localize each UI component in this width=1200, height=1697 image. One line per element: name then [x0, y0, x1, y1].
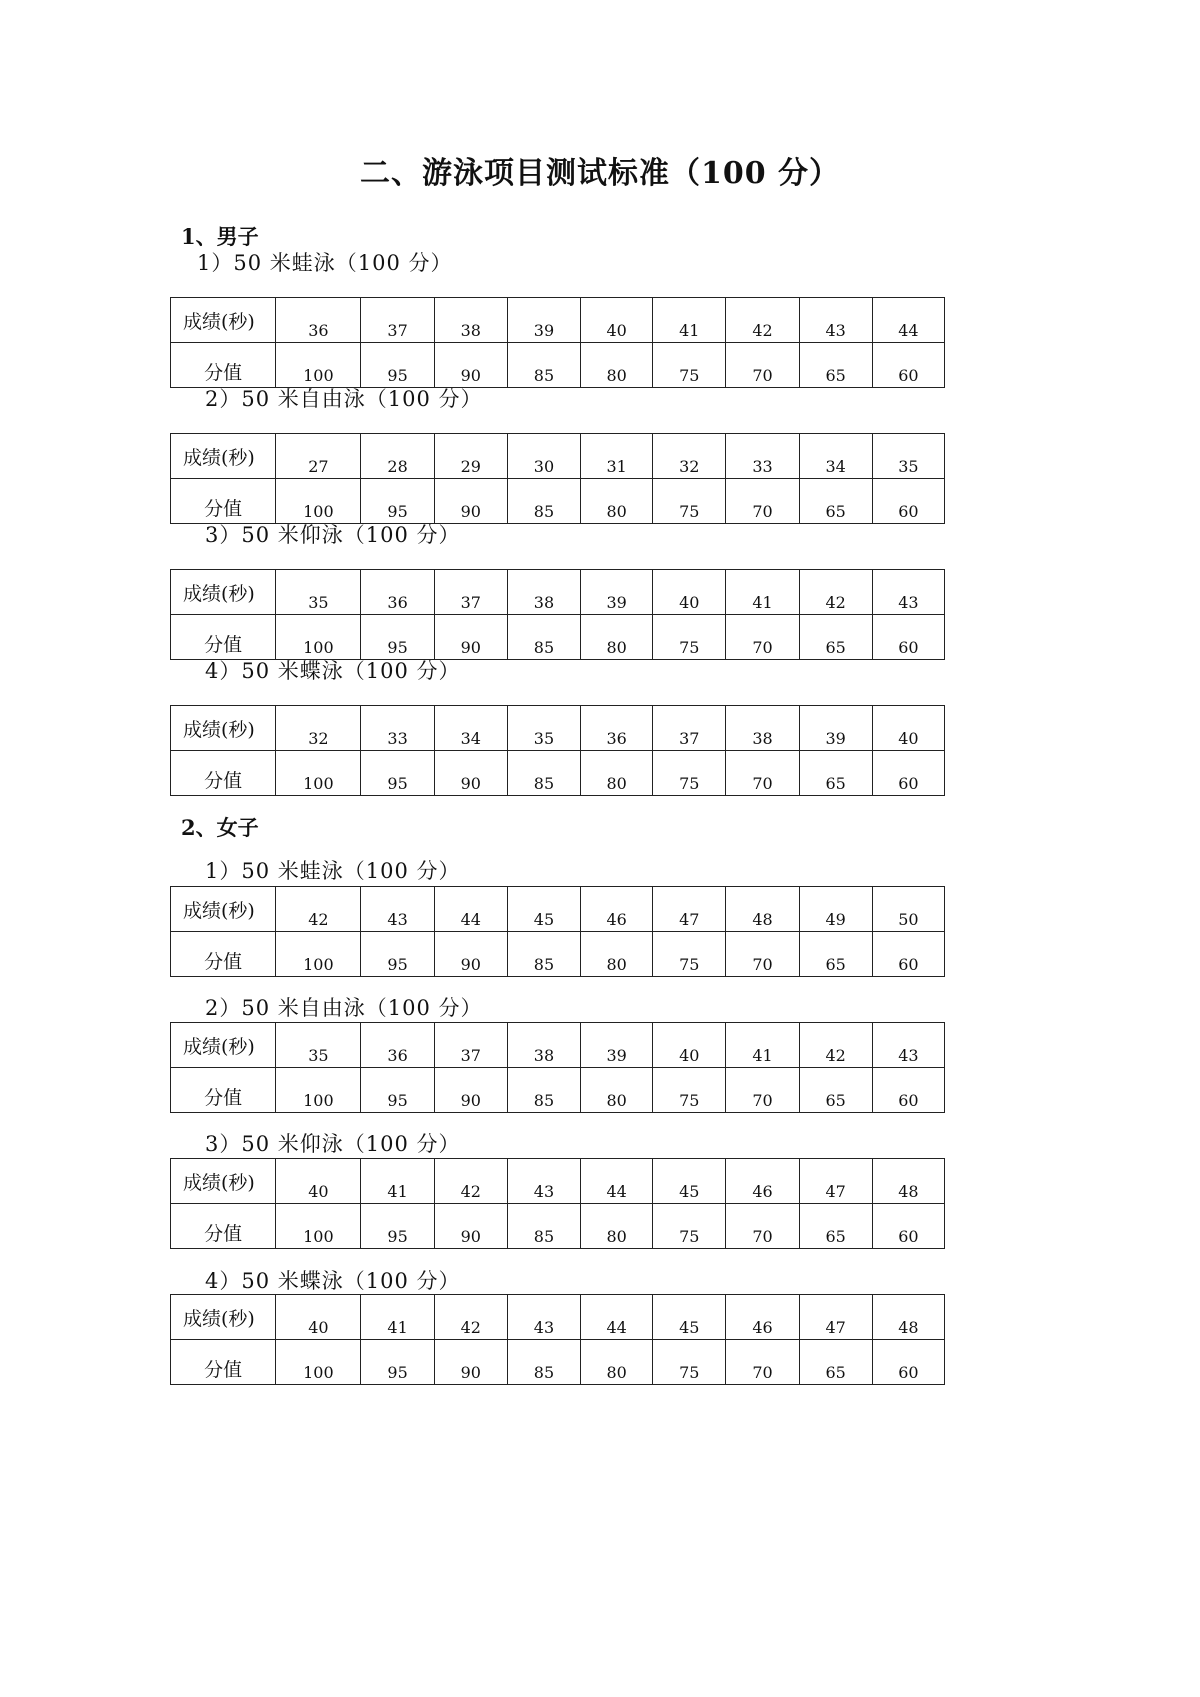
time-cell: 40	[653, 1023, 726, 1068]
time-cell: 31	[581, 434, 653, 479]
time-cell: 40	[653, 570, 726, 615]
score-cell: 60	[872, 1068, 944, 1113]
time-cell: 44	[581, 1159, 653, 1204]
score-row-label: 分值	[171, 751, 276, 796]
time-cell: 49	[799, 887, 872, 932]
table-caption: 3）50 米仰泳（100 分）	[205, 1132, 461, 1156]
time-cell: 46	[726, 1295, 799, 1340]
time-cell: 37	[653, 706, 726, 751]
score-table	[170, 433, 945, 524]
score-cell: 85	[507, 751, 580, 796]
time-cell: 39	[581, 570, 653, 615]
time-cell: 29	[434, 434, 507, 479]
time-cell: 35	[276, 570, 361, 615]
time-cell: 40	[276, 1159, 361, 1204]
score-cell: 85	[507, 932, 580, 977]
time-cell: 40	[872, 706, 944, 751]
score-cell: 70	[726, 615, 799, 660]
time-cell: 42	[799, 570, 872, 615]
time-cell: 50	[872, 887, 944, 932]
time-cell: 42	[434, 1295, 507, 1340]
score-cell: 90	[434, 1204, 507, 1249]
score-cell: 90	[434, 343, 507, 388]
score-cell: 85	[507, 1068, 580, 1113]
time-cell: 48	[726, 887, 799, 932]
time-cell: 41	[361, 1295, 434, 1340]
score-cell: 80	[581, 932, 653, 977]
score-cell: 90	[434, 615, 507, 660]
time-cell: 44	[872, 298, 944, 343]
score-table	[170, 569, 945, 660]
score-cell: 70	[726, 932, 799, 977]
time-cell: 47	[799, 1295, 872, 1340]
time-cell: 47	[653, 887, 726, 932]
time-cell: 36	[581, 706, 653, 751]
table-caption: 1）50 米蛙泳（100 分）	[197, 251, 453, 275]
score-cell: 80	[581, 343, 653, 388]
score-cell: 95	[361, 1340, 434, 1385]
score-cell: 90	[434, 751, 507, 796]
time-cell: 42	[434, 1159, 507, 1204]
score-cell: 85	[507, 1204, 580, 1249]
time-cell: 28	[361, 434, 434, 479]
time-cell: 33	[726, 434, 799, 479]
score-cell: 80	[581, 751, 653, 796]
score-cell: 60	[872, 932, 944, 977]
time-cell: 43	[507, 1159, 580, 1204]
time-cell: 48	[872, 1295, 944, 1340]
time-row-label: 成绩(秒)	[171, 1023, 276, 1068]
time-row-label: 成绩(秒)	[171, 570, 276, 615]
score-cell: 80	[581, 1340, 653, 1385]
time-row	[171, 1023, 945, 1068]
score-table	[170, 705, 945, 796]
table-caption: 2）50 米自由泳（100 分）	[205, 996, 483, 1020]
time-cell: 43	[799, 298, 872, 343]
score-cell: 80	[581, 615, 653, 660]
score-cell: 85	[507, 479, 580, 524]
score-table	[170, 1022, 945, 1113]
table-caption: 4）50 米蝶泳（100 分）	[205, 659, 461, 683]
score-cell: 70	[726, 343, 799, 388]
score-cell: 90	[434, 932, 507, 977]
time-cell: 44	[434, 887, 507, 932]
score-cell: 100	[276, 932, 361, 977]
time-cell: 39	[581, 1023, 653, 1068]
time-row-label: 成绩(秒)	[171, 1295, 276, 1340]
time-cell: 42	[726, 298, 799, 343]
score-cell: 95	[361, 751, 434, 796]
time-row	[171, 1295, 945, 1340]
time-cell: 27	[276, 434, 361, 479]
score-cell: 65	[799, 479, 872, 524]
score-cell: 100	[276, 1204, 361, 1249]
time-cell: 33	[361, 706, 434, 751]
section-heading: 1、男子	[181, 224, 259, 249]
score-table	[170, 1294, 945, 1385]
time-row-label: 成绩(秒)	[171, 887, 276, 932]
time-cell: 46	[581, 887, 653, 932]
time-cell: 30	[507, 434, 580, 479]
time-row	[171, 570, 945, 615]
time-row	[171, 887, 945, 932]
score-cell: 75	[653, 1340, 726, 1385]
table-caption: 1）50 米蛙泳（100 分）	[205, 859, 461, 883]
score-cell: 60	[872, 343, 944, 388]
score-row-label: 分值	[171, 1204, 276, 1249]
time-row-label: 成绩(秒)	[171, 1159, 276, 1204]
time-cell: 41	[726, 1023, 799, 1068]
time-cell: 46	[726, 1159, 799, 1204]
time-cell: 43	[507, 1295, 580, 1340]
time-cell: 45	[507, 887, 580, 932]
time-cell: 39	[507, 298, 580, 343]
score-cell: 65	[799, 1204, 872, 1249]
time-cell: 42	[276, 887, 361, 932]
score-row-label: 分值	[171, 1068, 276, 1113]
score-cell: 85	[507, 615, 580, 660]
score-cell: 65	[799, 1340, 872, 1385]
time-cell: 34	[434, 706, 507, 751]
score-table	[170, 886, 945, 977]
time-cell: 35	[276, 1023, 361, 1068]
score-row	[171, 932, 945, 977]
score-cell: 100	[276, 751, 361, 796]
time-cell: 37	[361, 298, 434, 343]
score-cell: 95	[361, 343, 434, 388]
time-cell: 39	[799, 706, 872, 751]
time-cell: 47	[799, 1159, 872, 1204]
score-cell: 65	[799, 932, 872, 977]
time-row	[171, 298, 945, 343]
time-cell: 36	[361, 570, 434, 615]
time-row	[171, 434, 945, 479]
time-cell: 43	[872, 1023, 944, 1068]
score-row	[171, 479, 945, 524]
time-cell: 42	[799, 1023, 872, 1068]
score-row-label: 分值	[171, 343, 276, 388]
time-cell: 35	[507, 706, 580, 751]
score-cell: 95	[361, 932, 434, 977]
time-cell: 38	[434, 298, 507, 343]
time-row-label: 成绩(秒)	[171, 298, 276, 343]
score-row	[171, 343, 945, 388]
time-cell: 48	[872, 1159, 944, 1204]
time-cell: 45	[653, 1295, 726, 1340]
score-cell: 65	[799, 615, 872, 660]
score-cell: 65	[799, 751, 872, 796]
score-row-label: 分值	[171, 1340, 276, 1385]
time-cell: 37	[434, 570, 507, 615]
score-cell: 85	[507, 343, 580, 388]
time-cell: 40	[581, 298, 653, 343]
time-cell: 41	[726, 570, 799, 615]
time-cell: 41	[653, 298, 726, 343]
score-cell: 75	[653, 615, 726, 660]
score-cell: 80	[581, 1068, 653, 1113]
score-cell: 100	[276, 1340, 361, 1385]
score-table	[170, 297, 945, 388]
score-cell: 60	[872, 1204, 944, 1249]
score-cell: 70	[726, 1068, 799, 1113]
score-cell: 75	[653, 479, 726, 524]
time-cell: 36	[276, 298, 361, 343]
time-cell: 44	[581, 1295, 653, 1340]
score-cell: 80	[581, 479, 653, 524]
score-cell: 80	[581, 1204, 653, 1249]
score-cell: 65	[799, 1068, 872, 1113]
score-cell: 70	[726, 1340, 799, 1385]
score-cell: 95	[361, 1068, 434, 1113]
time-cell: 43	[872, 570, 944, 615]
time-cell: 32	[653, 434, 726, 479]
score-row-label: 分值	[171, 932, 276, 977]
time-cell: 38	[507, 570, 580, 615]
score-cell: 60	[872, 479, 944, 524]
time-cell: 37	[434, 1023, 507, 1068]
score-cell: 90	[434, 479, 507, 524]
time-cell: 36	[361, 1023, 434, 1068]
time-cell: 38	[726, 706, 799, 751]
table-caption: 3）50 米仰泳（100 分）	[205, 523, 461, 547]
score-cell: 95	[361, 479, 434, 524]
time-cell: 32	[276, 706, 361, 751]
time-row	[171, 706, 945, 751]
table-caption: 4）50 米蝶泳（100 分）	[205, 1269, 461, 1293]
score-cell: 60	[872, 751, 944, 796]
time-cell: 40	[276, 1295, 361, 1340]
score-cell: 90	[434, 1340, 507, 1385]
time-cell: 38	[507, 1023, 580, 1068]
time-cell: 43	[361, 887, 434, 932]
score-row	[171, 751, 945, 796]
score-cell: 75	[653, 343, 726, 388]
score-cell: 85	[507, 1340, 580, 1385]
score-cell: 60	[872, 615, 944, 660]
score-row-label: 分值	[171, 479, 276, 524]
score-cell: 100	[276, 1068, 361, 1113]
section-heading: 2、女子	[181, 815, 259, 840]
score-row	[171, 615, 945, 660]
score-table	[170, 1158, 945, 1249]
score-cell: 90	[434, 1068, 507, 1113]
table-caption: 2）50 米自由泳（100 分）	[205, 387, 483, 411]
score-cell: 100	[276, 615, 361, 660]
time-row-label: 成绩(秒)	[171, 434, 276, 479]
score-cell: 100	[276, 343, 361, 388]
score-cell: 100	[276, 479, 361, 524]
score-cell: 75	[653, 1068, 726, 1113]
time-cell: 34	[799, 434, 872, 479]
score-cell: 60	[872, 1340, 944, 1385]
time-cell: 45	[653, 1159, 726, 1204]
score-row	[171, 1204, 945, 1249]
score-cell: 75	[653, 1204, 726, 1249]
score-row	[171, 1340, 945, 1385]
time-row-label: 成绩(秒)	[171, 706, 276, 751]
score-row	[171, 1068, 945, 1113]
score-cell: 70	[726, 479, 799, 524]
score-cell: 75	[653, 932, 726, 977]
score-cell: 65	[799, 343, 872, 388]
time-row	[171, 1159, 945, 1204]
score-cell: 75	[653, 751, 726, 796]
score-cell: 95	[361, 1204, 434, 1249]
score-cell: 95	[361, 615, 434, 660]
time-cell: 41	[361, 1159, 434, 1204]
score-row-label: 分值	[171, 615, 276, 660]
time-cell: 35	[872, 434, 944, 479]
score-cell: 70	[726, 1204, 799, 1249]
score-cell: 70	[726, 751, 799, 796]
page-title: 二、游泳项目测试标准（100 分）	[359, 156, 841, 191]
